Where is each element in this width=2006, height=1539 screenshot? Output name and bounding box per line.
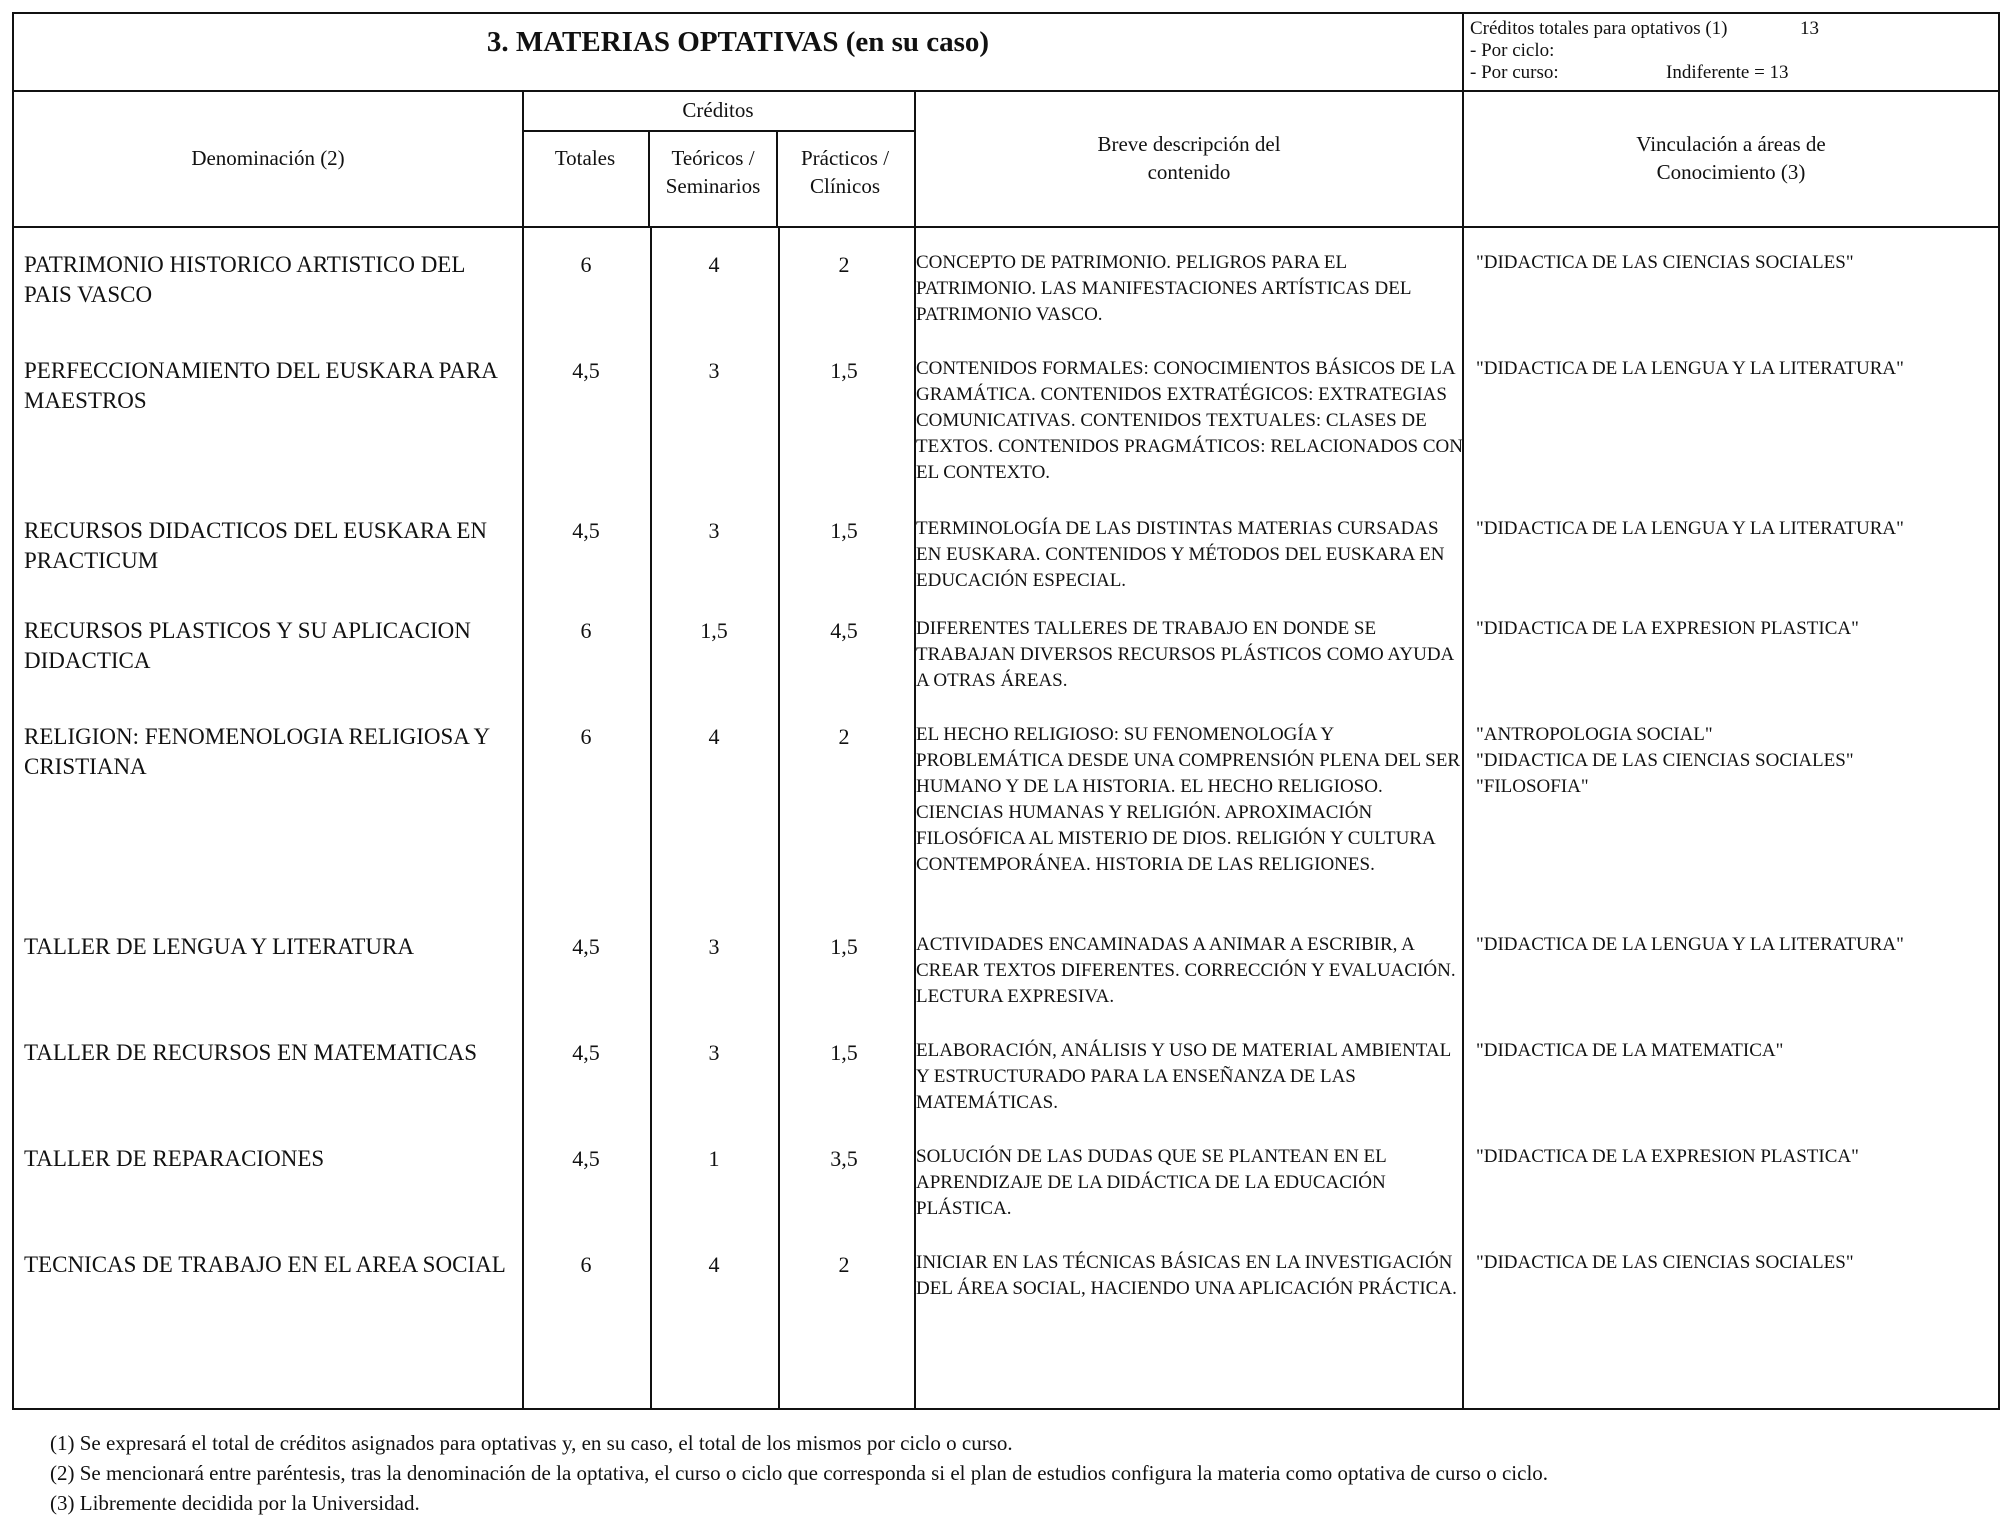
row-practicos: 3,5: [830, 1146, 858, 1171]
row-area-item: "DIDACTICA DE LAS CIENCIAS SOCIALES": [1476, 750, 1854, 771]
row-name: TECNICAS DE TRABAJO EN EL AREA SOCIAL: [24, 1252, 506, 1277]
row-teoricos: 3: [708, 518, 720, 543]
header-teoricos: [650, 132, 776, 226]
row-description: ELABORACIÓN, ANÁLISIS Y USO DE MATERIAL AMBIENTAL Y ESTRUCTURADO PARA LA ENSEÑANZA DE LAS MATEMÁTICAS.: [916, 1040, 1451, 1113]
header-denominacion: [14, 90, 522, 226]
row-name: TALLER DE LENGUA Y LITERATURA: [24, 934, 414, 959]
row-teoricos: 1: [708, 1146, 720, 1171]
row-practicos: 4,5: [830, 618, 858, 643]
curso-label: - Por curso:: [1470, 62, 1559, 83]
header-practicos-line1: Prácticos /: [800, 146, 890, 170]
title-row: [14, 14, 1998, 92]
row-totales: 4,5: [572, 518, 600, 543]
row-teoricos: 3: [708, 358, 720, 383]
total-credits-label: Créditos totales para optativos (1): [1470, 18, 1728, 39]
row-practicos: 2: [838, 252, 850, 277]
row-area: "DIDACTICA DE LAS CIENCIAS SOCIALES": [1476, 1252, 1854, 1273]
row-description: SOLUCIÓN DE LAS DUDAS QUE SE PLANTEAN EN EL APRENDIZAJE DE LA DIDÁCTICA DE LA EDUCACIÓN PLÁSTICA.: [916, 1146, 1387, 1219]
row-name: RECURSOS PLASTICOS Y SU APLICACION DIDACTICA: [24, 618, 471, 673]
table-header: [14, 90, 1998, 228]
row-area: "DIDACTICA DE LA LENGUA Y LA LITERATURA": [1476, 518, 1904, 539]
row-description: INICIAR EN LAS TÉCNICAS BÁSICAS EN LA INVESTIGACIÓN DEL ÁREA SOCIAL, HACIENDO UNA APLICACIÓN PRÁCTICA.: [916, 1252, 1457, 1299]
header-descripcion-line1: Breve descripción del: [1097, 132, 1281, 156]
row-practicos: 2: [838, 1252, 850, 1277]
table-body: [14, 226, 1998, 1408]
footnotes: [50, 1428, 1548, 1518]
row-totales: 6: [580, 1252, 592, 1277]
header-practicos: [778, 132, 912, 226]
row-description: DIFERENTES TALLERES DE TRABAJO EN DONDE SE TRABAJAN DIVERSOS RECURSOS PLÁSTICOS COMO AYUDA A OTRAS ÁREAS.: [916, 618, 1454, 691]
header-vinculacion-line1: Vinculación a áreas de: [1636, 132, 1826, 156]
row-name: PATRIMONIO HISTORICO ARTISTICO DEL PAIS VASCO: [24, 252, 465, 307]
header-descripcion-line2: contenido: [1147, 160, 1231, 184]
total-credits-value: 13: [1800, 18, 1819, 39]
row-practicos: 1,5: [830, 934, 858, 959]
row-name: TALLER DE REPARACIONES: [24, 1146, 325, 1171]
row-teoricos: 3: [708, 1040, 720, 1065]
row-teoricos: 4: [708, 724, 720, 749]
row-name: PERFECCIONAMIENTO DEL EUSKARA PARA MAESTROS: [24, 358, 497, 413]
header-descripcion: [916, 90, 1462, 226]
row-teoricos: 3: [708, 934, 720, 959]
optativas-table: [12, 12, 2000, 1410]
row-name: RELIGION: FENOMENOLOGIA RELIGIOSA Y CRISTIANA: [24, 724, 490, 779]
row-practicos: 1,5: [830, 1040, 858, 1065]
row-area: "DIDACTICA DE LA MATEMATICA": [1476, 1040, 1784, 1061]
page-title: 3. MATERIAS OPTATIVAS (en su caso): [14, 14, 1464, 90]
row-area: "DIDACTICA DE LAS CIENCIAS SOCIALES": [1476, 252, 1854, 273]
row-area-item: "ANTROPOLOGIA SOCIAL": [1476, 724, 1713, 745]
credits-summary: [1470, 18, 1990, 84]
row-area: "DIDACTICA DE LA EXPRESION PLASTICA": [1476, 1146, 1859, 1167]
row-description: CONCEPTO DE PATRIMONIO. PELIGROS PARA EL PATRIMONIO. LAS MANIFESTACIONES ARTÍSTICAS DEL PATRIMONIO VASCO.: [916, 252, 1411, 325]
row-name: RECURSOS DIDACTICOS DEL EUSKARA EN PRACTICUM: [24, 518, 488, 573]
header-totales-text: Totales: [554, 146, 616, 170]
row-name: TALLER DE RECURSOS EN MATEMATICAS: [24, 1040, 478, 1065]
row-practicos: 1,5: [830, 358, 858, 383]
row-totales: 4,5: [572, 1040, 600, 1065]
row-totales: 6: [580, 618, 592, 643]
row-area-item: "FILOSOFIA": [1476, 776, 1589, 797]
row-description: ACTIVIDADES ENCAMINADAS A ANIMAR A ESCRIBIR, A CREAR TEXTOS DIFERENTES. CORRECCIÓN Y EVALUACIÓN. LECTURA EXPRESIVA.: [916, 934, 1456, 1007]
row-teoricos: 1,5: [700, 618, 728, 643]
footnote: (3) Libremente decidida por la Universidad.: [50, 1491, 420, 1515]
row-area-list: [1476, 722, 1996, 800]
header-practicos-line2: Clínicos: [809, 174, 880, 198]
row-area: "DIDACTICA DE LA LENGUA Y LA LITERATURA": [1476, 358, 1904, 379]
row-totales: 4,5: [572, 1146, 600, 1171]
header-teoricos-line2: Seminarios: [665, 174, 761, 198]
footnote: (1) Se expresará el total de créditos asignados para optativas y, en su caso, el total de los mismos por ciclo o curso.: [50, 1431, 1013, 1455]
row-description: CONTENIDOS FORMALES: CONOCIMIENTOS BÁSICOS DE LA GRAMÁTICA. CONTENIDOS EXTRATÉGICOS: EXTRATEGIAS COMUNICATIVAS. CONTENIDOS TEXTUALES: CLASES DE TEXTOS. CONTENIDOS PRAGMÁTICOS: RELACIONADOS CON EL CONTEXTO.: [916, 358, 1463, 483]
header-creditos-group: [522, 90, 914, 226]
row-area: "DIDACTICA DE LA EXPRESION PLASTICA": [1476, 618, 1859, 639]
header-teoricos-line1: Teóricos /: [671, 146, 755, 170]
row-totales: 4,5: [572, 934, 600, 959]
footnote: (2) Se mencionará entre paréntesis, tras la denominación de la optativa, el curso o ciclo que corresponda si el plan de estudios configura la materia como optativa de curso o ciclo.: [50, 1461, 1549, 1485]
row-totales: 6: [580, 724, 592, 749]
row-totales: 4,5: [572, 358, 600, 383]
row-practicos: 2: [838, 724, 850, 749]
row-teoricos: 4: [708, 1252, 720, 1277]
row-area: "DIDACTICA DE LA LENGUA Y LA LITERATURA": [1476, 934, 1904, 955]
curso-value: Indiferente = 13: [1666, 62, 1789, 83]
row-practicos: 1,5: [830, 518, 858, 543]
header-creditos: Créditos: [522, 90, 914, 132]
header-vinculacion: [1464, 90, 1998, 226]
row-totales: 6: [580, 252, 592, 277]
header-denominacion-text: Denominación (2): [191, 146, 345, 170]
header-vinculacion-line2: Conocimiento (3): [1656, 160, 1806, 184]
ciclo-label: - Por ciclo:: [1470, 40, 1555, 61]
row-teoricos: 4: [708, 252, 720, 277]
header-totales: [522, 132, 648, 226]
row-description: EL HECHO RELIGIOSO: SU FENOMENOLOGÍA Y PROBLEMÁTICA DESDE UNA COMPRENSIÓN PLENA DEL SER HUMANO Y DE LA HISTORIA. EL HECHO RELIGIOSO. CIENCIAS HUMANAS Y RELIGIÓN. APROXIMACIÓN FILOSÓFICA AL MISTERIO DE DIOS. RELIGIÓN Y CULTURA CONTEMPORÁNEA. HISTORIA DE LAS RELIGIONES.: [916, 724, 1461, 875]
row-description: TERMINOLOGÍA DE LAS DISTINTAS MATERIAS CURSADAS EN EUSKARA. CONTENIDOS Y MÉTODOS DEL EUSKARA EN EDUCACIÓN ESPECIAL.: [916, 518, 1445, 591]
